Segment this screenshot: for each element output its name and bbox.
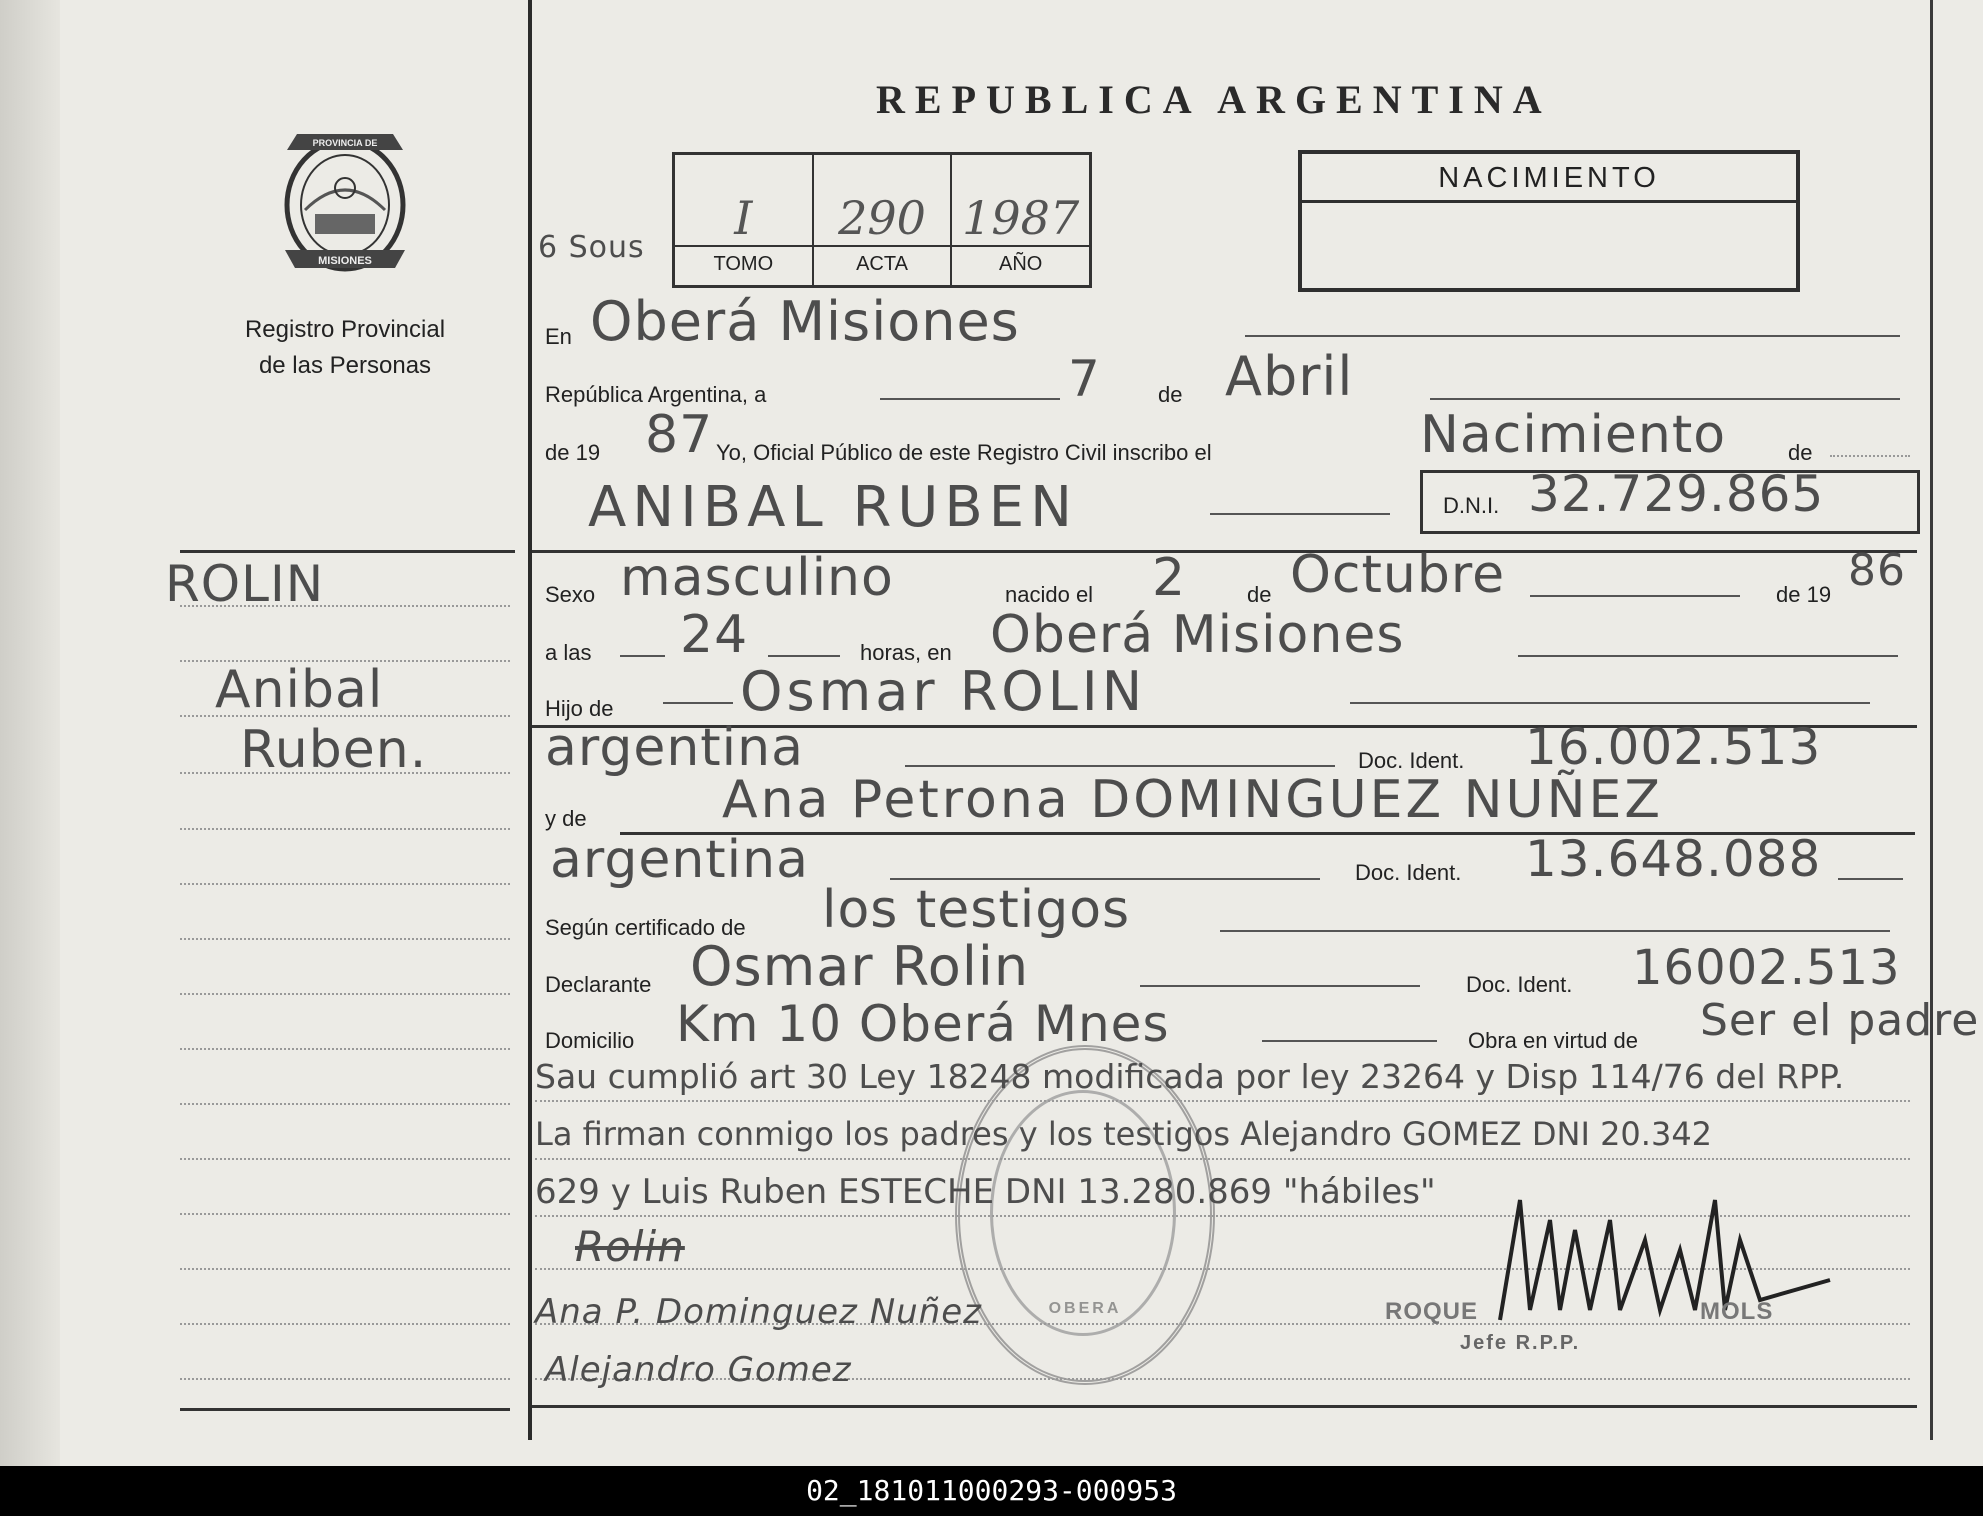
margin-divider <box>528 0 532 1440</box>
seal-top-text: PROVINCIA DE <box>312 138 378 148</box>
father-doc: 16.002.513 <box>1525 718 1822 776</box>
nacido-label: nacido el <box>1005 582 1094 607</box>
de-label-3: de <box>1247 582 1272 607</box>
signature-witness: Alejandro Gomez <box>545 1350 852 1390</box>
line-rule <box>1430 398 1900 400</box>
image-code-bar <box>0 1466 1983 1516</box>
act-type-box <box>1298 150 1800 292</box>
y-de-label: y de <box>545 806 587 831</box>
de-label-2: de <box>1788 440 1813 465</box>
en-label: En <box>545 324 572 349</box>
declarante-label: Declarante <box>545 972 652 997</box>
official-signature-icon <box>1480 1160 1840 1360</box>
line-rule <box>905 765 1335 767</box>
margin-rule <box>180 1103 510 1105</box>
domicilio-label: Domicilio <box>545 1028 635 1053</box>
line-rule <box>1838 878 1903 880</box>
margin-rule <box>180 828 510 830</box>
margin-rule <box>180 660 510 662</box>
line-rule <box>880 398 1060 400</box>
acta-cell <box>814 155 953 285</box>
a-las-label: a las <box>545 640 592 665</box>
provincial-seal-icon <box>275 130 415 280</box>
official-title: Jefe R.P.P. <box>1460 1332 1581 1354</box>
act-written: Nacimiento <box>1420 405 1727 465</box>
anio-value: 1987 <box>962 191 1080 245</box>
office-line-2: de las Personas <box>258 352 432 379</box>
line-rule <box>1518 655 1898 657</box>
margin-rule <box>180 1323 510 1325</box>
mother-name: Ana Petrona DOMINGUEZ NUÑEZ <box>722 770 1663 830</box>
margin-rule <box>180 1048 510 1050</box>
mother-doc: 13.648.088 <box>1525 830 1822 888</box>
line-rule <box>1530 595 1740 597</box>
margin-rule <box>180 883 510 885</box>
margin-rule <box>180 993 510 995</box>
image-code: 02_181011000293-000953 <box>806 1474 1177 1507</box>
horas-label: horas, en <box>860 640 952 665</box>
note-line-3: 629 y Luis Ruben ESTECHE DNI 13.280.869 "hábiles" <box>535 1172 1436 1212</box>
office-line-1: Registro Provincial <box>244 316 446 343</box>
segun-label: Según certificado de <box>545 915 746 940</box>
father-nationality: argentina <box>545 718 804 778</box>
registry-note: 6 Sous <box>538 230 645 265</box>
margin-rule <box>180 1268 510 1270</box>
page-title: REPUBLICA ARGENTINA <box>876 77 1552 122</box>
birth-year-suffix: 86 <box>1848 545 1906 596</box>
margin-given-2: Ruben. <box>240 720 428 780</box>
seal-bottom-text: MISIONES <box>318 255 372 267</box>
acta-value: 290 <box>838 191 926 245</box>
stamp-text: OBERA <box>1048 1300 1122 1317</box>
father-doc-label: Doc. Ident. <box>1358 748 1465 773</box>
acta-label: ACTA <box>814 245 951 276</box>
margin-rule <box>180 1158 510 1160</box>
margin-bottom-rule <box>180 1408 510 1411</box>
obra-value: Ser el padre <box>1700 995 1980 1046</box>
birth-month: Octubre <box>1290 545 1506 605</box>
margin-surname: ROLIN <box>165 555 325 613</box>
declarante-doc: 16002.513 <box>1632 940 1901 996</box>
hijo-label: Hijo de <box>545 696 614 721</box>
line-rule <box>535 1100 1910 1102</box>
line-rule <box>1262 1040 1437 1042</box>
tomo-value: I <box>734 191 753 245</box>
margin-rule <box>180 715 510 717</box>
anio-cell <box>952 155 1089 285</box>
note-line-1: Sau cumplió art 30 Ley 18248 modificada por ley 23264 y Disp 114/76 del RPP. <box>535 1057 1845 1096</box>
registry-office <box>190 312 500 384</box>
tomo-label: TOMO <box>675 245 812 276</box>
line-rule <box>1140 985 1420 987</box>
declarante-value: Osmar Rolin <box>690 935 1030 998</box>
line-rule <box>663 702 733 704</box>
section-rule <box>532 1405 1917 1408</box>
dni-value: 32.729.865 <box>1528 465 1825 523</box>
line-rule <box>1220 930 1890 932</box>
line-rule <box>1245 335 1900 337</box>
official-name-2: MOLS <box>1700 1298 1774 1325</box>
birth-day: 2 <box>1152 548 1187 608</box>
line-rule <box>1210 513 1390 515</box>
margin-rule <box>180 772 510 774</box>
margin-rule <box>180 938 510 940</box>
domicilio-value: Km 10 Oberá Mnes <box>676 995 1170 1053</box>
obra-label: Obra en virtud de <box>1468 1028 1638 1053</box>
year-suffix: 87 <box>645 405 714 465</box>
act-type-label: NACIMIENTO <box>1302 154 1796 203</box>
mother-nationality: argentina <box>550 830 809 890</box>
hour-value: 24 <box>680 605 749 665</box>
page-edge <box>1930 0 1933 1440</box>
dni-label: D.N.I. <box>1443 493 1500 518</box>
de-label: de <box>1158 382 1183 407</box>
note-line-2: La firman conmigo los padres y los testigos Alejandro GOMEZ DNI 20.342 <box>535 1115 1713 1153</box>
place-value: Oberá Misiones <box>590 290 1020 353</box>
child-name: ANIBAL RUBEN <box>588 475 1079 540</box>
year-prefix: de 19 <box>545 440 601 465</box>
sexo-label: Sexo <box>545 582 596 607</box>
line-rule <box>620 655 665 657</box>
margin-rule <box>180 1213 510 1215</box>
line-rule <box>1350 702 1870 704</box>
father-name: Osmar ROLIN <box>740 660 1147 723</box>
rep-label: República Argentina, a <box>545 382 767 407</box>
line-rule <box>768 655 840 657</box>
day-value: 7 <box>1068 350 1101 408</box>
page-gutter <box>0 0 60 1466</box>
de19-label: de 19 <box>1776 582 1832 607</box>
margin-top-rule <box>180 550 515 553</box>
line-rule <box>1830 455 1910 457</box>
official-name: ROQUE <box>1385 1298 1479 1325</box>
margin-given-1: Anibal <box>215 660 384 720</box>
tomo-cell <box>675 155 814 285</box>
signature-father: Rolin <box>575 1222 685 1271</box>
certificate-value: los testigos <box>822 880 1131 940</box>
margin-rule <box>180 1378 510 1380</box>
month-value: Abril <box>1225 345 1354 408</box>
declarante-doc-label: Doc. Ident. <box>1466 972 1573 997</box>
inscribo-label: Yo, Oficial Público de este Registro Civil inscribo el <box>716 440 1212 465</box>
birth-place: Oberá Misiones <box>990 605 1405 665</box>
dni-box <box>1420 465 1920 534</box>
margin-rule <box>180 605 510 607</box>
mother-doc-label: Doc. Ident. <box>1355 860 1462 885</box>
signature-mother: Ana P. Dominguez Nuñez <box>535 1292 982 1332</box>
anio-label: AÑO <box>952 245 1089 276</box>
registry-box <box>672 152 1092 288</box>
sexo-value: masculino <box>620 548 894 608</box>
